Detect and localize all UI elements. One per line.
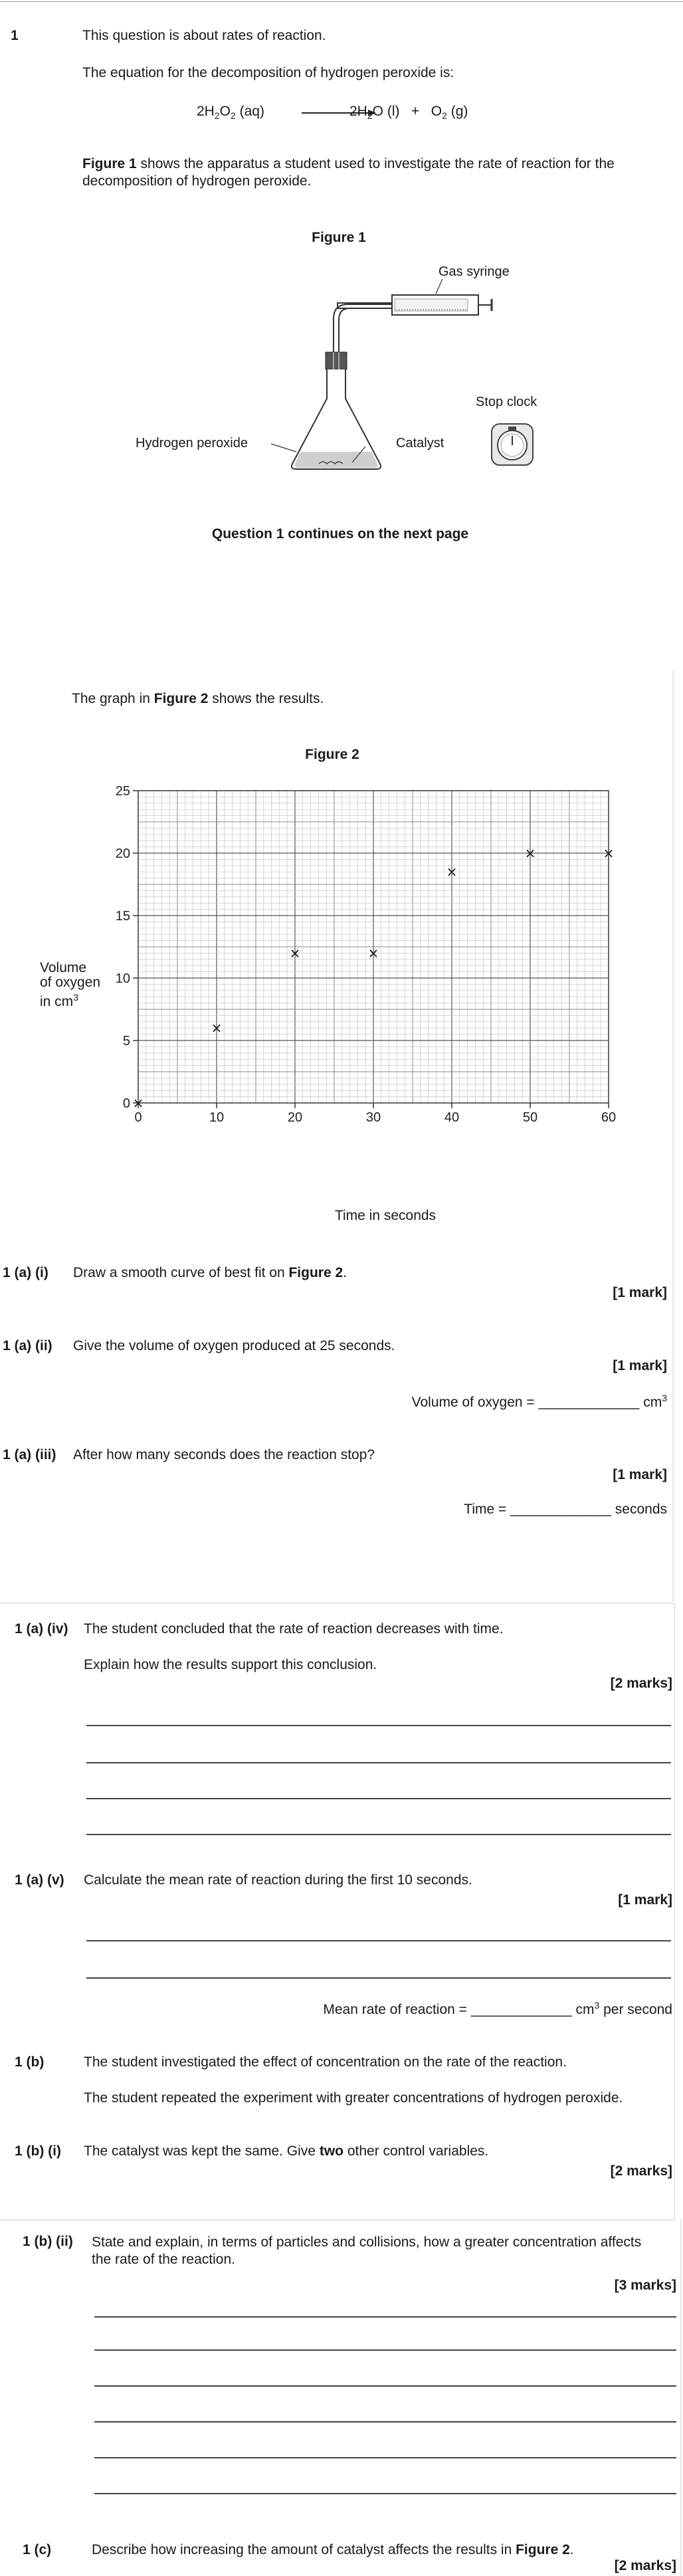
- x-tick-label: 30: [365, 1110, 381, 1125]
- q1b-ii-text: State and explain, in terms of particles and collisions, how a greater concentration affects the rate of the reaction.: [92, 2234, 642, 2267]
- continues-notice: Question 1 continues on the next page: [211, 526, 469, 542]
- q1a-iv-marks: [2 marks]: [610, 1676, 672, 1691]
- x-tick-label: 40: [444, 1110, 460, 1125]
- y-axis-label: Volume of oxygen in $cm^3$: [40, 960, 101, 1009]
- figure2-intro: The graph in Figure 2 shows the results.: [72, 691, 324, 706]
- page-edge: [672, 671, 674, 1601]
- q1b-label: 1 (b): [15, 2054, 45, 2070]
- q1a-ii-text: Give the volume of oxygen produced at 25 seconds.: [73, 1338, 395, 1353]
- data-point: ×: [211, 1020, 223, 1037]
- q1a-iv-label: 1 (a) (iv): [15, 1621, 68, 1636]
- answer-line[interactable]: [94, 2457, 676, 2458]
- q1a-iv-sub: Explain how the results support this conclusion.: [84, 1657, 377, 1672]
- label-catalyst: Catalyst: [396, 436, 444, 450]
- question-number: 1: [11, 28, 19, 43]
- answer-line[interactable]: [86, 1834, 671, 1835]
- y-tick-label: 10: [115, 971, 130, 986]
- page-edge-right: [680, 2219, 682, 2576]
- gas-syringe-icon: [392, 295, 492, 315]
- answer-line[interactable]: [86, 1725, 671, 1726]
- q1b-ii-marks: [3 marks]: [614, 2278, 676, 2293]
- figure2-title: Figure 2: [305, 747, 359, 762]
- conical-flask-icon: [292, 369, 381, 469]
- intro-text: This question is about rates of reaction.: [82, 28, 326, 43]
- q1a-ii-answer[interactable]: Volume of oxygen = _____________ $cm^3$: [411, 1393, 667, 1410]
- page-divider: [0, 2219, 675, 2221]
- y-tick-label: 25: [115, 784, 130, 799]
- x-axis-label: Time in seconds: [334, 1208, 437, 1223]
- q1a-v-text: Calculate the mean rate of reaction during the first 10 seconds.: [84, 1872, 472, 1888]
- x-tick-label: 50: [522, 1110, 538, 1125]
- q1b-i-label: 1 (b) (i): [15, 2143, 61, 2159]
- q1a-iii-marks: [1 mark]: [613, 1467, 667, 1482]
- x-tick-label: 60: [601, 1110, 617, 1125]
- y-tick-label: 15: [115, 909, 130, 924]
- q1c-text: Describe how increasing the amount of catalyst affects the results in Figure 2.: [92, 2542, 574, 2557]
- data-point: ×: [367, 945, 379, 961]
- q1b-ii-label: 1 (b) (ii): [23, 2234, 73, 2249]
- q1c-label: 1 (c): [23, 2542, 52, 2557]
- q1a-ii-marks: [1 mark]: [613, 1358, 667, 1373]
- q1b-i-marks: [2 marks]: [610, 2163, 672, 2179]
- y-tick-label: 0: [122, 1096, 130, 1111]
- answer-line[interactable]: [94, 2316, 676, 2318]
- label-stop-clock: Stop clock: [476, 395, 537, 409]
- answer-line[interactable]: [94, 2421, 676, 2423]
- q1a-ii-label: 1 (a) (ii): [3, 1338, 52, 1353]
- y-tick-label: 5: [122, 1034, 130, 1048]
- y-tick-label: 20: [115, 846, 130, 861]
- top-border: [0, 1, 683, 2]
- figure1-title: Figure 1: [312, 230, 366, 245]
- answer-line[interactable]: [94, 2493, 676, 2494]
- x-tick-label: 10: [209, 1110, 225, 1125]
- q1a-i-label: 1 (a) (i): [3, 1265, 49, 1280]
- q1b-i-text: The catalyst was kept the same. Give two other control variables.: [84, 2143, 489, 2159]
- data-point: ×: [289, 945, 301, 961]
- q1a-i-marks: [1 mark]: [613, 1285, 667, 1300]
- q1a-iii-label: 1 (a) (iii): [3, 1447, 56, 1462]
- answer-line[interactable]: [86, 1798, 671, 1799]
- answer-line[interactable]: [94, 2385, 676, 2387]
- equation-products: $2H_2O$ (l) + $O_2$ (g): [349, 104, 468, 122]
- page-divider: [0, 1603, 674, 1604]
- q1b-text: The student investigated the effect of concentration on the rate of the reaction.: [84, 2054, 567, 2070]
- equation-intro: The equation for the decomposition of hydrogen peroxide is:: [82, 65, 454, 80]
- q1b-sub: The student repeated the experiment with greater concentrations of hydrogen peroxide.: [84, 2090, 623, 2106]
- q1a-v-answer[interactable]: Mean rate of reaction = _____________ $cm^3$ per second: [323, 2000, 672, 2017]
- label-hydrogen-peroxide: Hydrogen peroxide: [136, 436, 248, 450]
- x-tick-label: 20: [287, 1110, 303, 1125]
- q1c-marks: [2 marks]: [614, 2558, 676, 2573]
- q1a-i-text: Draw a smooth curve of best fit on Figure 2.: [73, 1265, 347, 1280]
- q1a-v-marks: [1 mark]: [618, 1892, 672, 1908]
- figure1-description: Figure 1 shows the apparatus a student used to investigate the rate of reaction for the decomposition of hydrogen peroxide.: [82, 156, 615, 189]
- page-edge-right: [674, 1603, 675, 2221]
- data-point: ×: [446, 864, 458, 880]
- stop-clock-icon: [492, 424, 533, 465]
- data-point: ×: [603, 845, 615, 861]
- answer-line[interactable]: [86, 1940, 671, 1941]
- answer-line[interactable]: [86, 1977, 671, 1979]
- data-point: ×: [132, 1095, 144, 1111]
- chemical-equation: $2H_2O_2$ (aq): [197, 104, 264, 122]
- q1a-v-label: 1 (a) (v): [15, 1872, 64, 1888]
- q1a-iii-answer[interactable]: Time = _____________ seconds: [464, 1502, 667, 1517]
- q1a-iv-text: The student concluded that the rate of reaction decreases with time.: [84, 1621, 504, 1636]
- q1a-iii-text: After how many seconds does the reaction stop?: [73, 1447, 375, 1462]
- answer-line[interactable]: [94, 2349, 676, 2351]
- answer-line[interactable]: [86, 1762, 671, 1763]
- x-tick-label: 0: [134, 1110, 142, 1125]
- results-graph: [100, 777, 618, 1229]
- data-point: ×: [524, 845, 536, 861]
- label-gas-syringe: Gas syringe: [439, 264, 510, 279]
